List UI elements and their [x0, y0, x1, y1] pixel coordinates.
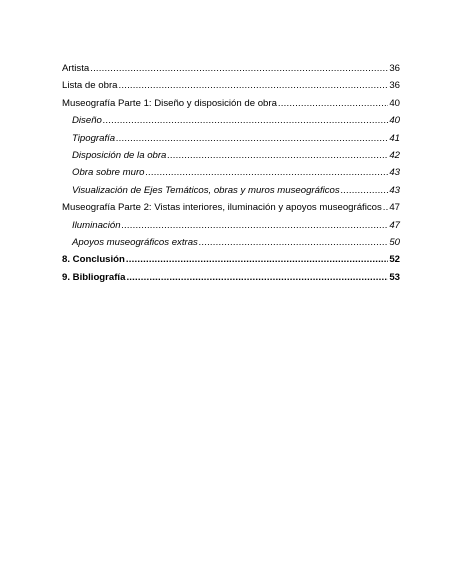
toc-entry-iluminacion[interactable] [62, 217, 400, 234]
toc-entry-museografia-parte-1[interactable] [62, 95, 400, 112]
toc-dot-leader [103, 112, 388, 129]
toc-page-number: 40 [389, 115, 400, 127]
toc-dot-leader [116, 130, 388, 147]
toc-entry-label: Tipografía [72, 132, 116, 144]
table-of-contents [62, 60, 400, 286]
toc-dot-leader [126, 251, 388, 268]
toc-entry-label: 8. Conclusión [62, 254, 125, 266]
toc-entry-museografia-parte-2[interactable] [62, 199, 400, 216]
toc-entry-label: Iluminación [72, 219, 121, 231]
toc-entry-bibliografia[interactable] [62, 269, 400, 286]
toc-page-number: 47 [389, 219, 400, 231]
toc-dot-leader [122, 217, 389, 234]
toc-page-number: 36 [389, 80, 400, 92]
toc-entry-label: Artista [62, 63, 90, 74]
toc-entry-visualizacion-ejes-tematicos[interactable] [62, 182, 400, 199]
toc-entry-label: Museografía Parte 2: Vistas interiores, iluminación y apoyos museográficos [62, 202, 382, 214]
toc-entry-tipografia[interactable] [62, 130, 400, 147]
toc-page-number: 53 [389, 271, 400, 283]
toc-entry-label: 9. Bibliografía [62, 271, 126, 283]
toc-page-number: 50 [389, 236, 400, 248]
toc-page-number: 40 [389, 97, 400, 109]
toc-page-number: 41 [389, 132, 400, 144]
toc-dot-leader [90, 60, 388, 77]
toc-page-number: 36 [389, 63, 400, 74]
toc-page-number: 43 [389, 184, 400, 196]
toc-entry-diseno[interactable] [62, 112, 400, 129]
toc-dot-leader [126, 269, 388, 286]
toc-entry-label: Obra sobre muro [72, 167, 145, 179]
toc-entry-label: Lista de obra [62, 80, 118, 92]
toc-entry-label: Disposición de la obra [72, 149, 167, 161]
toc-dot-leader [278, 95, 388, 112]
toc-page-number: 42 [389, 149, 400, 161]
toc-page-number: 52 [389, 254, 400, 266]
toc-entry-label: Visualización de Ejes Temáticos, obras y muros museográficos [72, 184, 340, 196]
toc-entry-label: Museografía Parte 1: Diseño y disposición de obra [62, 97, 277, 109]
toc-dot-leader [118, 77, 388, 94]
toc-entry-disposicion-de-la-obra[interactable] [62, 147, 400, 164]
toc-dot-leader [146, 164, 389, 181]
toc-entry-label: Diseño [72, 115, 102, 127]
toc-entry-obra-sobre-muro[interactable] [62, 164, 400, 181]
toc-entry-label: Apoyos museográficos extras [72, 236, 198, 248]
toc-entry-lista-de-obra[interactable] [62, 77, 400, 94]
toc-entry-artista[interactable] [62, 60, 400, 77]
toc-entry-apoyos-museograficos-extras[interactable] [62, 234, 400, 251]
toc-dot-leader [167, 147, 388, 164]
toc-page-number: 47 [389, 202, 400, 214]
toc-entry-conclusion[interactable] [62, 251, 400, 268]
toc-dot-leader [383, 199, 389, 216]
toc-page-number: 43 [389, 167, 400, 179]
toc-dot-leader [199, 234, 388, 251]
toc-dot-leader [341, 182, 389, 199]
